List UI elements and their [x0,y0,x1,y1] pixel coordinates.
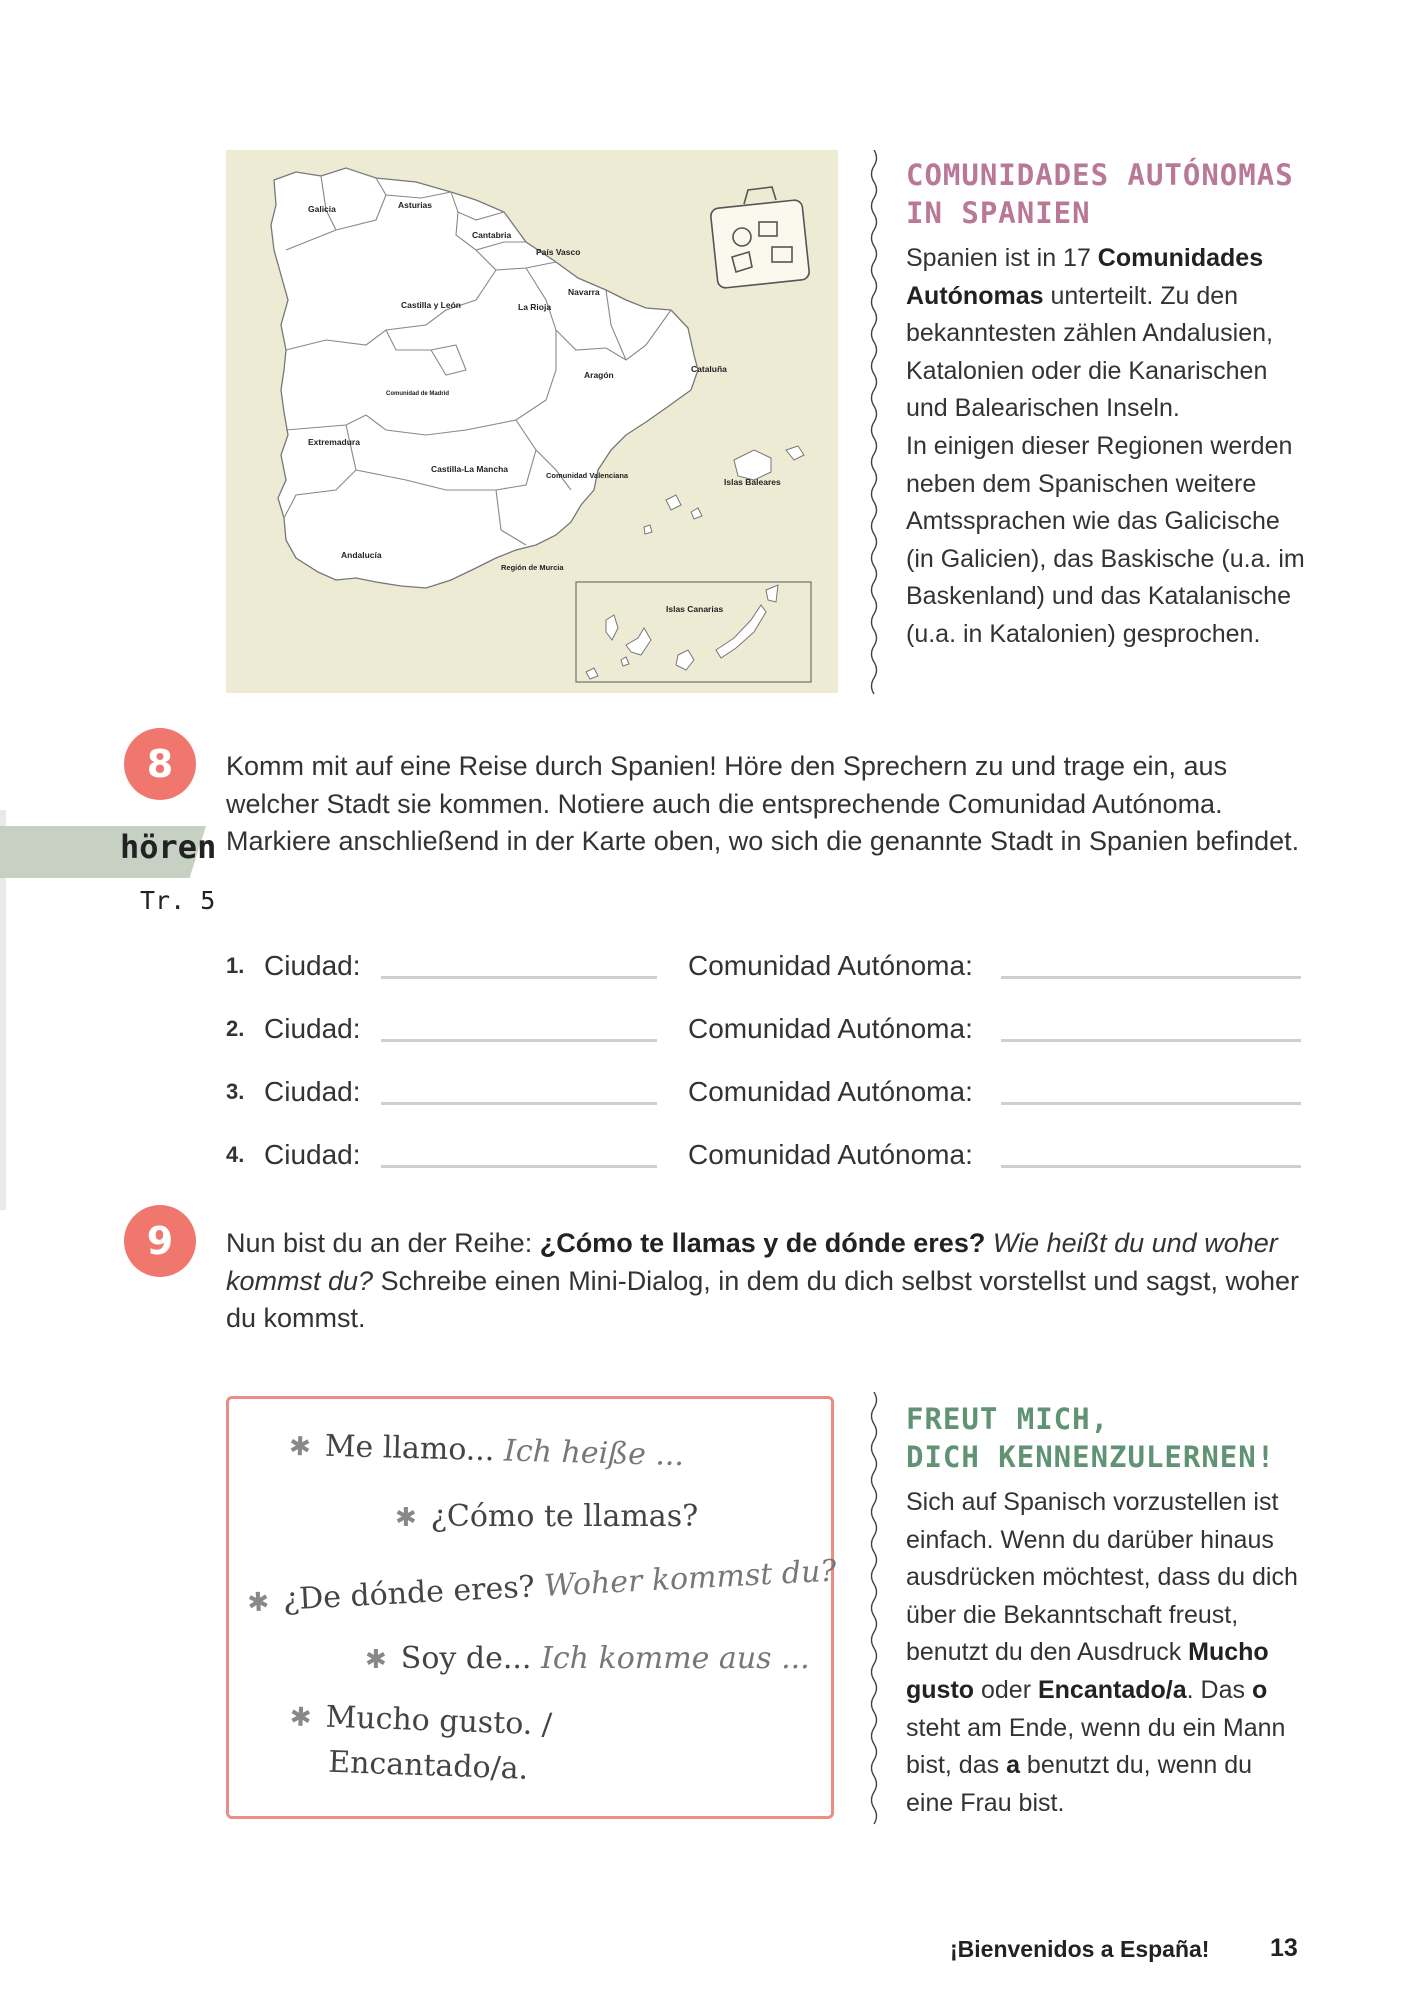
region-label: Castilla-La Mancha [431,464,508,474]
wavy-divider [868,150,880,695]
info-box-title: COMUNIDADES AUTÓNOMAS IN SPANIEN [906,158,1294,230]
city-label: Ciudad: [264,1013,361,1044]
city-answer-line[interactable] [381,1165,657,1168]
region-label: Región de Murcia [501,563,564,572]
region-label: Navarra [568,287,600,297]
footer-chapter-title: ¡Bienvenidos a España! [950,1936,1210,1962]
row-number: 4. [226,1142,245,1167]
asterisk-icon: ✱ [395,1503,417,1533]
phrase-item: ✱ Mucho gusto. / Encantado/a. [289,1699,553,1787]
asterisk-icon: ✱ [289,1702,313,1734]
city-answer-line[interactable] [381,1039,657,1042]
answer-row [226,1011,1301,1047]
exercise-number-badge: 8 [124,728,196,800]
city-label: Ciudad: [264,1076,361,1107]
phrase-item: ✱ Me llamo... Ich heiße ... [288,1428,685,1474]
region-answer-line[interactable] [1001,1039,1301,1042]
info-box-text: Sich auf Spanisch vorzustellen ist einfach. Wenn du darüber hinaus ausdrücken möchtest, dass du dich über die Bekanntschaft freust, benutzt du den Ausdruck Mucho gusto oder Encantado/a. Das o steht am Ende, wenn du ein Mann bist, das a benutzt du, wenn du eine Frau bist. [906,1488,1298,1817]
region-label: Cantabria [472,230,512,240]
city-answer-line[interactable] [381,1102,657,1105]
phrase-item: ✱ ¿De dónde eres? Woher kommst du? [246,1553,838,1619]
exercise-number-badge: 9 [124,1205,196,1277]
region-label: Cataluña [691,364,727,374]
region-label: Extremadura [308,437,360,447]
region-label: La Rioja [518,302,552,312]
region-label: Islas Canarias [666,604,724,614]
phrase-item: ✱ ¿Cómo te llamas? [395,1499,699,1534]
region-label: Islas Baleares [724,477,781,487]
wavy-divider [868,1392,880,1826]
region-label: Comunidad Autónoma: [688,1013,973,1044]
region-label: Comunidad Autónoma: [688,1076,973,1107]
info-box-introductions [906,1400,1306,1822]
region-label: Castilla y León [401,300,461,310]
listening-label: hören [120,828,217,866]
info-box-comunidades [906,156,1306,654]
info-box-text: Spanien ist in 17 Comunidades Autónomas unterteilt. Zu den bekanntesten zählen Andalusien, Katalonien oder die Kanarischen und Balearischen Inseln. In einigen dieser Regionen werden neben dem Spanischen weitere Amtssprachen wie das Galicische (in Galicien), das Baskische (u.a. im Baskenland) und das Katalanische (u.a. in Katalonien) gesprochen. [906,244,1305,648]
region-label: Aragón [584,370,614,380]
track-number: Tr. 5 [140,886,216,915]
city-answer-line[interactable] [381,976,657,979]
exercise-8-instructions: Komm mit auf eine Reise durch Spanien! Höre den Sprechern zu und trage ein, aus welcher Stadt sie kommen. Notiere auch die entsprechende Comunidad Autónoma. Markiere anschließend in der Karte oben, wo sich die genannte Stadt in Spanien befindet. [226,751,1300,857]
region-label: País Vasco [536,247,581,257]
asterisk-icon: ✱ [246,1587,271,1619]
region-answer-line[interactable] [1001,976,1301,979]
answer-row [226,1137,1301,1173]
suitcase-icon [710,187,810,289]
row-number: 1. [226,953,245,978]
phrase-item: ✱ Soy de... Ich komme aus ... [365,1641,810,1676]
info-box-title: FREUT MICH, DICH KENNENZULERNEN! [906,1402,1276,1474]
region-label: Comunidad Valenciana [546,471,629,480]
answer-row [226,948,1301,984]
spain-map [226,150,838,693]
exercise-9-instructions: Nun bist du an der Reihe: ¿Cómo te llamas y de dónde eres? Wie heißt du und woher kommst du? Schreibe einen Mini-Dialog, in dem du dich selbst vorstellst und sagst, woher du kommst. [226,1228,1300,1334]
region-answer-line[interactable] [1001,1102,1301,1105]
answer-row [226,1074,1301,1110]
region-label: Comunidad Autónoma: [688,1139,973,1170]
region-answer-line[interactable] [1001,1165,1301,1168]
asterisk-icon: ✱ [365,1645,387,1675]
row-number: 3. [226,1079,245,1104]
region-label: Asturias [398,200,433,210]
phrase-box [226,1396,838,1819]
asterisk-icon: ✱ [288,1431,312,1463]
city-label: Ciudad: [264,950,361,981]
row-number: 2. [226,1016,245,1041]
page-number: 13 [1270,1934,1298,1962]
region-label: Comunidad de Madrid [386,391,449,397]
region-label: Galicia [308,204,336,214]
city-label: Ciudad: [264,1139,361,1170]
region-label: Comunidad Autónoma: [688,950,973,981]
region-label: Andalucía [341,550,382,560]
